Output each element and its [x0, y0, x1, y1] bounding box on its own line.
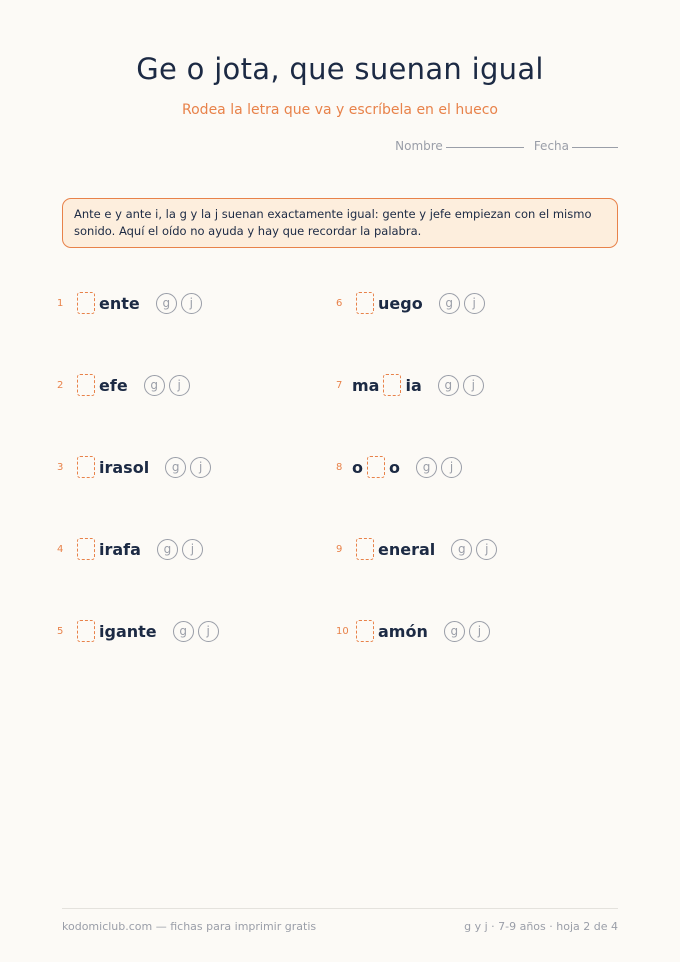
date-label: Fecha — [533, 139, 569, 153]
exercise-item — [57, 290, 206, 316]
item-number: 4 — [57, 543, 64, 555]
exercise-item — [336, 536, 501, 562]
answer-slot[interactable] — [77, 456, 95, 478]
option-g[interactable]: g — [416, 457, 437, 478]
option-j[interactable]: j — [476, 539, 497, 560]
option-g[interactable]: g — [444, 621, 465, 642]
option-g[interactable]: g — [144, 375, 165, 396]
word-suffix: eneral — [378, 539, 436, 559]
word-suffix: irasol — [99, 457, 150, 477]
name-date-fields — [395, 139, 618, 153]
exercise-item — [336, 454, 466, 480]
word-prefix: ma — [352, 375, 380, 395]
option-g[interactable]: g — [451, 539, 472, 560]
exercise-item — [336, 290, 489, 316]
word-suffix: efe — [99, 375, 128, 395]
exercise-item — [336, 618, 494, 644]
footer-divider — [62, 908, 618, 909]
item-number: 2 — [57, 379, 64, 391]
answer-slot[interactable] — [367, 456, 385, 478]
option-g[interactable]: g — [439, 293, 460, 314]
word-suffix: igante — [99, 621, 157, 641]
option-g[interactable]: g — [157, 539, 178, 560]
item-number: 7 — [336, 379, 343, 391]
option-j[interactable]: j — [198, 621, 219, 642]
date-line[interactable] — [572, 146, 618, 148]
page-subtitle: Rodea la letra que va y escríbela en el hueco — [182, 102, 498, 118]
word-suffix: ia — [405, 375, 422, 395]
option-g[interactable]: g — [438, 375, 459, 396]
exercise-item — [336, 372, 488, 398]
option-j[interactable]: j — [182, 539, 203, 560]
exercise-item — [57, 536, 207, 562]
option-g[interactable]: g — [165, 457, 186, 478]
item-number: 6 — [336, 297, 343, 309]
item-number: 5 — [57, 625, 64, 637]
answer-slot[interactable] — [356, 538, 374, 560]
footer-page-info: g y j · 7-9 años · hoja 2 de 4 — [464, 920, 618, 933]
option-j[interactable]: j — [469, 621, 490, 642]
exercise-item — [57, 372, 194, 398]
option-j[interactable]: j — [463, 375, 484, 396]
word-suffix: uego — [378, 293, 423, 313]
item-number: 10 — [336, 625, 349, 637]
word-prefix: o — [352, 457, 363, 477]
option-g[interactable]: g — [173, 621, 194, 642]
item-number: 3 — [57, 461, 64, 473]
answer-slot[interactable] — [383, 374, 401, 396]
option-j[interactable]: j — [190, 457, 211, 478]
item-number: 9 — [336, 543, 343, 555]
explanation-box: Ante e y ante i, la g y la j suenan exactamente igual: gente y jefe empiezan con el mismo sonido. Aquí el oído no ayuda y hay que recordar la palabra. — [62, 198, 618, 248]
option-j[interactable]: j — [169, 375, 190, 396]
option-g[interactable]: g — [156, 293, 177, 314]
exercise-item — [57, 618, 223, 644]
word-suffix: ente — [99, 293, 140, 313]
answer-slot[interactable] — [77, 374, 95, 396]
word-suffix: irafa — [99, 539, 141, 559]
exercise-item — [57, 454, 215, 480]
footer-site: kodomiclub.com — fichas para imprimir gratis — [62, 920, 317, 933]
name-line[interactable] — [446, 146, 524, 148]
answer-slot[interactable] — [77, 292, 95, 314]
page-title: Ge o jota, que suenan igual — [136, 52, 544, 86]
name-label: Nombre — [395, 139, 443, 153]
answer-slot[interactable] — [77, 620, 95, 642]
item-number: 8 — [336, 461, 343, 473]
item-number: 1 — [57, 297, 64, 309]
answer-slot[interactable] — [77, 538, 95, 560]
option-j[interactable]: j — [464, 293, 485, 314]
answer-slot[interactable] — [356, 620, 374, 642]
word-suffix: amón — [378, 621, 428, 641]
option-j[interactable]: j — [181, 293, 202, 314]
option-j[interactable]: j — [441, 457, 462, 478]
answer-slot[interactable] — [356, 292, 374, 314]
word-suffix: o — [389, 457, 400, 477]
